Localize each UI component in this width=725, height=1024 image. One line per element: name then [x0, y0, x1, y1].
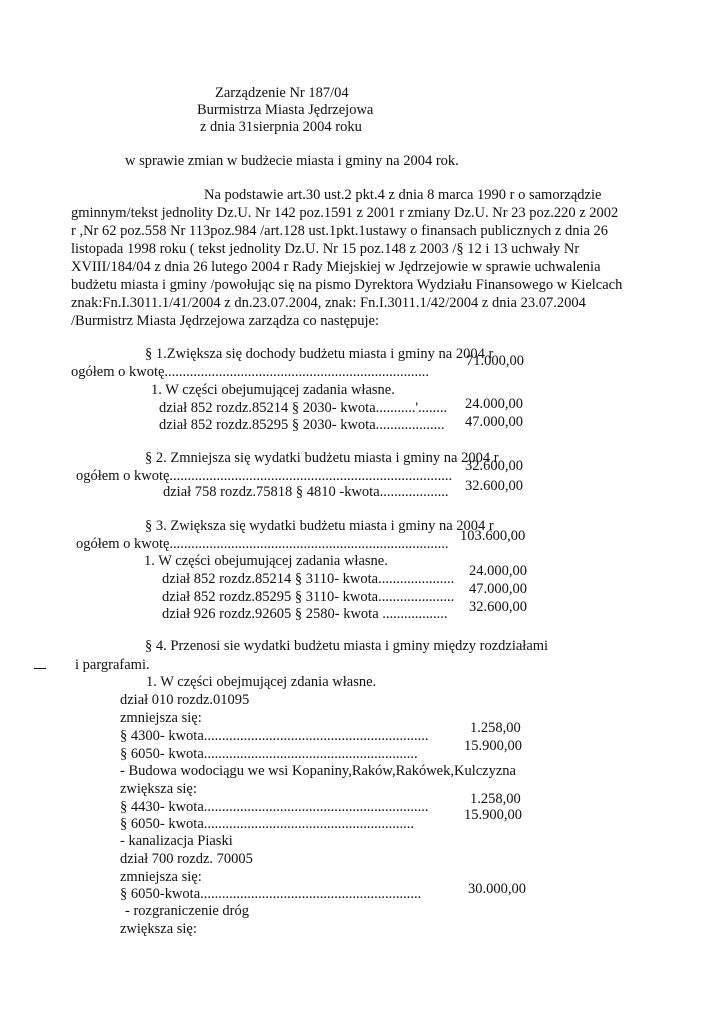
preamble-line: r ,Nr 62 poz.558 Nr 113poz.984 /art.128 ust.1pkt.1ustawy o finansach publicznych z dnia 26	[71, 223, 609, 239]
preamble-line: XVIII/184/04 z dnia 26 lutego 2004 r Rady Miejskiej w Jędrzejowie w sprawie uchwalenia	[71, 259, 601, 275]
dzial-label: dział 010 rozdz.01095	[120, 692, 250, 708]
preamble-line: listopada 1998 roku ( tekst jednolity Dz.U. Nr 15 poz.148 z 2003 /§ 12 i 13 uchwały Nr	[71, 241, 580, 257]
row-label: § 4300- kwota..............................................................	[120, 728, 429, 744]
total-amount: 103.600,00	[460, 528, 526, 544]
total-label: ogółem o kwotę..............................................................................	[76, 468, 453, 484]
total-amount: 71.000,00	[466, 353, 524, 369]
row-label: dział 852 rozdz.85295 § 3110- kwota.....................	[162, 589, 455, 605]
row-label: dział 758 rozdz.75818 § 4810 -kwota...................	[163, 484, 449, 500]
section-heading: § 3. Zwiększa się wydatki budżetu miasta i gminy na 2004 r	[145, 518, 494, 534]
row-amount: 1.258,00	[470, 720, 521, 736]
preamble-line: /Burmistrz Miasta Jędrzejowa zarządza co następuje:	[71, 313, 379, 329]
section-heading: § 1.Zwiększa się dochody budżetu miasta i gminy na 2004 r	[145, 346, 494, 362]
row-label: dział 852 rozdz.85214 § 2030- kwota...........'........	[159, 400, 448, 416]
document-date: z dnia 31sierpnia 2004 roku	[200, 119, 362, 135]
decrease-label: zmniejsza się:	[120, 710, 202, 726]
total-label: ogółem o kwotę.............................................................................	[76, 536, 449, 552]
project-note: - Budowa wodociągu we wsi Kopaniny,Raków,Rakówek,Kulczyzna	[120, 763, 516, 779]
row-amount: 15.900,00	[464, 738, 522, 754]
preamble-line: gminnym/tekst jednolity Dz.U. Nr 142 poz.1591 z 2001 r zmiany Dz.U. Nr 23 poz.220 z 2002	[71, 205, 619, 221]
row-amount: 47.000,00	[469, 581, 527, 597]
row-label: § 6050- kwota..........................................................	[120, 816, 415, 832]
document-issuer: Burmistrza Miasta Jędrzejowa	[197, 102, 374, 118]
section-heading: § 4. Przenosi sie wydatki budżetu miasta i gminy między rozdziałami	[145, 638, 549, 654]
project-note: - rozgraniczenie dróg	[125, 903, 249, 919]
section-heading: § 2. Zmniejsza się wydatki budżetu miasta i gminy na 2004 r	[145, 450, 499, 466]
increase-label: zwiększa się:	[120, 781, 197, 797]
row-amount: 1.258,00	[470, 791, 521, 807]
row-amount: 47.000,00	[465, 414, 523, 430]
document-subject: w sprawie zmian w budżecie miasta i gminy na 2004 rok.	[125, 153, 459, 169]
dzial-label: dział 700 rozdz. 70005	[120, 851, 253, 867]
subsection-label: 1. W części obejumującej zadania własne.	[144, 553, 388, 569]
row-amount: 24.000,00	[469, 563, 527, 579]
project-note: - kanalizacja Piaski	[120, 833, 233, 849]
row-amount: 32.600,00	[469, 599, 527, 615]
row-amount: 30.000,00	[468, 881, 526, 897]
total-amount: 32.600,00	[465, 458, 523, 474]
increase-label: zwiększa się:	[120, 921, 197, 937]
decrease-label: zmniejsza się:	[120, 869, 202, 885]
row-label: dział 852 rozdz.85214 § 3110- kwota.....................	[162, 571, 455, 587]
margin-mark	[34, 668, 46, 669]
row-label: § 4430- kwota..............................................................	[120, 799, 429, 815]
preamble-line: znak:Fn.I.3011.1/41/2004 z dn.23.07.2004, znak: Fn.I.3011.1/42/2004 z dnia 23.07.2004	[71, 295, 586, 311]
row-label: § 6050- kwota...........................................................	[120, 746, 418, 762]
row-label: dział 926 rozdz.92605 § 2580- kwota ..................	[162, 606, 448, 622]
subsection-label: 1. W części obejumującej zadania własne.	[151, 382, 395, 398]
row-amount: 24.000,00	[465, 396, 523, 412]
row-amount: 32.600,00	[465, 478, 523, 494]
preamble-line: budżetu miasta i gminy /powołując się na pismo Dyrektora Wydziału Finansowego w Kielcach	[71, 277, 623, 293]
row-label: dział 852 rozdz.85295 § 2030- kwota...................	[159, 417, 445, 433]
document-title: Zarządzenie Nr 187/04	[215, 85, 349, 101]
row-label: § 6050-kwota.............................................................	[120, 886, 422, 902]
subsection-label: 1. W części obejmującej zdania własne.	[146, 674, 377, 690]
total-label: ogółem o kwotę.........................................................................	[71, 364, 430, 380]
preamble-line: Na podstawie art.30 ust.2 pkt.4 z dnia 8 marca 1990 r o samorządzie	[204, 187, 602, 203]
row-amount: 15.900,00	[464, 807, 522, 823]
section-heading-cont: i pargrafami.	[75, 657, 150, 673]
